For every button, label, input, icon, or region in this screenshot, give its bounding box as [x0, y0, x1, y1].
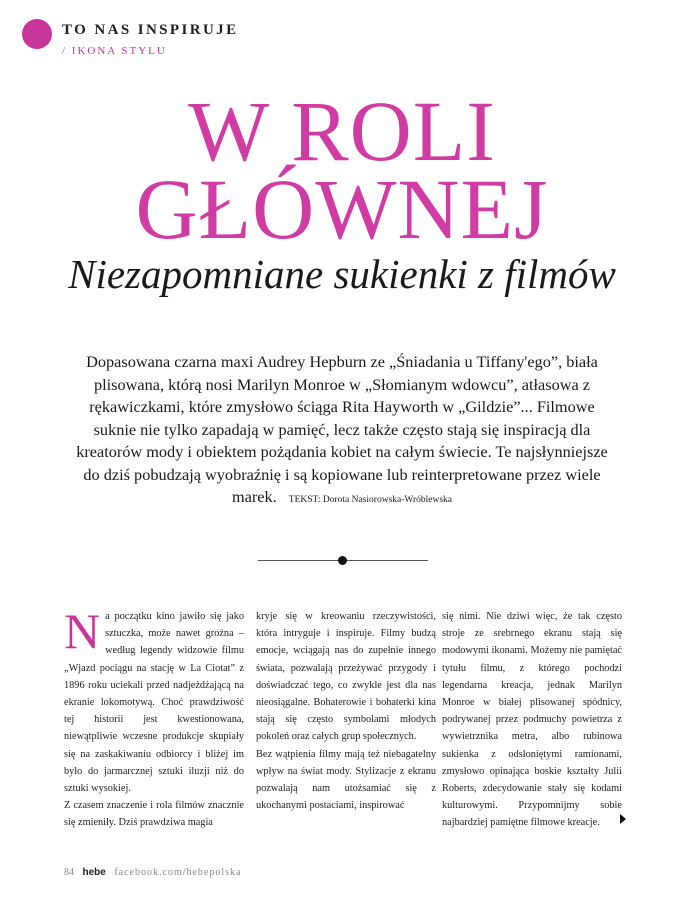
section-dot [22, 19, 52, 49]
facebook-link[interactable]: facebook.com/hebepolska [114, 867, 242, 878]
body-paragraph: Z czasem znaczenie i rola filmów znacznie się zmieniły. Dziś prawdziwa magia [64, 800, 244, 829]
brand-logo: hebe [82, 867, 106, 878]
paragraph-text: a początku kino jawiło się jako sztuczka, może nawet groźna – według legendy widzowie filmu „Wjazd pociągu na stację w La Ciotat” z 1896 roku uciekali przed nadjeżdżającą na ekranie lokomotywą. Choć prawdziwość tej historii jest kwestionowana, niewątpliwie wczesne produkcje skupiały się na zaskakiwaniu odbiorcy i bliżej im było do jarmarcznej sztuki iluzji niż do sztuki wysokiej. [64, 611, 244, 795]
drop-cap: N [64, 603, 101, 659]
body-paragraph: Bez wątpienia filmy mają też niebagatelny wpływ na świat mody. Stylizacje z ekranu pozwalają nam utożsamiać się z ukochanymi postaciami, inspirować [256, 748, 436, 812]
continue-arrow-icon [620, 814, 626, 824]
page-footer [64, 867, 241, 878]
section-kicker: TO NAS INSPIRUJE [62, 22, 239, 38]
body-paragraph [64, 603, 244, 797]
lead-paragraph [70, 351, 614, 512]
headline [0, 83, 684, 257]
body-paragraph: kryje się w kreowaniu rzeczywistości, która intryguje i inspiruje. Filmy budzą emocje, wciągają nas do zupełnie innego świata, pozwalają przeżywać przygody i doświadczać tego, co zwykle jest dla nas nieosiągalne. Bohaterowie i bohaterki kina stają się często symbolami młodych pokoleń oraz całych grup społecznych. [256, 611, 436, 743]
page-number: 84 [64, 867, 74, 878]
headline-line-2: GŁÓWNEJ [135, 161, 549, 257]
subtitle: Niezapomniane sukienki z filmów [68, 251, 616, 297]
divider-dot [338, 556, 347, 565]
body-column-3 [442, 608, 622, 832]
body-paragraph: się nimi. Nie dziwi więc, że tak często stroje ze srebrnego ekranu stają się modowymi ikonami. Możemy nie pamiętać tytułu filmu, z którego pochodzi legendarna kreacja, jednak Marilyn Monroe w białej plisowanej spódnicy, podrywanej przez podmuchy powietrza z wywietrznika metra, albo rubinowa sukienka z odsłoniętymi ramionami, zmysłowo opinająca boskie kształty Julii Roberts, zdecydowanie stały się kodami kulturowymi. Przypomnijmy sobie najbardziej pamiętne filmowe kreacje. [442, 611, 622, 829]
body-column-1 [64, 603, 244, 832]
section-subkicker: / IKONA STYLU [62, 45, 167, 57]
body-column-2 [256, 608, 436, 814]
headline-line-1: W ROLI [188, 83, 496, 179]
lead-text: Dopasowana czarna maxi Audrey Hepburn ze „Śniadania u Tiffany'ego”, biała plisowana, którą nosi Marilyn Monroe w „Słomianym wdowcu”, atłasowa z rękawiczkami, które zmysłowo ściąga Rita Hayworth w „Gildzie”... Filmowe suknie nie tylko zapadają w pamięć, lecz także często stają się inspiracją dla kreatorów mody i obiektem pożądania kobiet na całym świecie. Te najsłynniejsze do dziś pobudzają wyobraźnię i są kopiowane lub reinterpretowane przez wiele marek. [76, 352, 608, 506]
author-credit: TEKST: Dorota Nasiorowska-Wróblewska [288, 495, 453, 505]
